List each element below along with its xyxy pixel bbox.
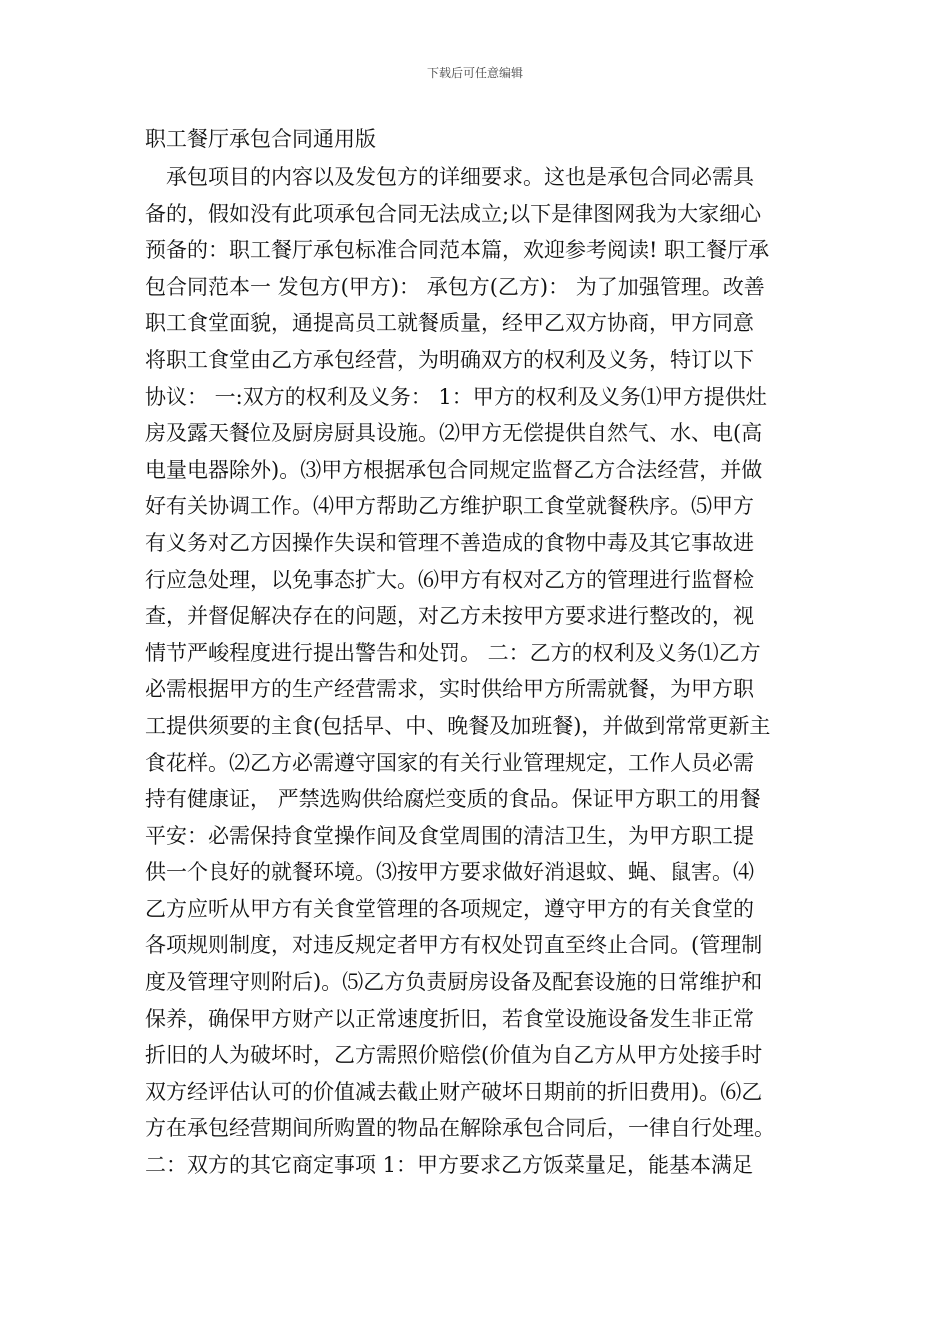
body-line: 二：双方的其它商定事项 1：甲方要求乙方饭菜量足，能基本满足 [145, 1153, 754, 1178]
body-line: 查，并督促解决存在的问题，对乙方未按甲方要求进行整改的，视 [145, 604, 754, 629]
body-line: 平安：必需保持食堂操作间及食堂周围的清洁卫生，为甲方职工提 [145, 823, 754, 848]
body-line: 电量电器除外)。⑶甲方根据承包合同规定监督乙方合法经营，并做 [145, 457, 763, 482]
body-line: 度及管理守则附后)。⑸乙方负责厨房设备及配套设施的日常维护和 [145, 970, 763, 995]
body-line: 各项规则制度，对违反规定者甲方有权处罚直至终止合同。(管理制 [145, 933, 763, 958]
body-line: 将职工食堂由乙方承包经营，为明确双方的权利及义务，特订以下 [145, 347, 754, 372]
body-line: 包合同范本一 发包方(甲方)： 承包方(乙方)： 为了加强管理。改善 [145, 274, 765, 299]
body-line: 方在承包经营期间所购置的物品在解除承包合同后，一律自行处理。 [145, 1116, 775, 1141]
body-line: 协议： 一:双方的权利及义务： 1：甲方的权利及义务⑴甲方提供灶 [145, 384, 767, 409]
document-title: 职工餐厅承包合同通用版 [145, 127, 376, 151]
body-line: 备的，假如没有此项承包合同无法成立;以下是律图网我为大家细心 [145, 201, 762, 226]
body-line: 乙方应听从甲方有关食堂管理的各项规定，遵守甲方的有关食堂的 [145, 896, 754, 921]
page-header: 下载后可任意编辑 [426, 66, 523, 80]
body-line: 有义务对乙方因操作失误和管理不善造成的食物中毒及其它事故进 [145, 530, 754, 555]
body-line: 好有关协调工作。⑷甲方帮助乙方维护职工食堂就餐秩序。⑸甲方 [145, 494, 754, 519]
body-line: 双方经评估认可的价值减去截止财产破坏日期前的折旧费用)。⑹乙 [145, 1079, 763, 1104]
body-line: 行应急处理，以免事态扩大。⑹甲方有权对乙方的管理进行监督检 [145, 567, 754, 592]
body-line: 职工食堂面貌，通提高员工就餐质量，经甲乙双方协商，甲方同意 [145, 311, 754, 336]
body-line: 保养，确保甲方财产以正常速度折旧，若食堂设施设备发生非正常 [145, 1006, 754, 1031]
body-line: 预备的：职工餐厅承包标准合同范本篇，欢迎参考阅读! 职工餐厅承 [145, 238, 770, 263]
body-line: 供一个良好的就餐环境。⑶按甲方要求做好消退蚊、蝇、鼠害。⑷ [145, 860, 754, 885]
body-line: 食花样。⑵乙方必需遵守国家的有关行业管理规定，工作人员必需 [145, 750, 754, 775]
body-line: 持有健康证， 严禁选购供给腐烂变质的食品。保证甲方职工的用餐 [145, 787, 761, 812]
document-body [145, 159, 825, 1184]
body-line: 必需根据甲方的生产经营需求，实时供给甲方所需就餐，为甲方职 [145, 677, 754, 702]
body-line: 房及露天餐位及厨房厨具设施。⑵甲方无偿提供自然气、水、电(高 [145, 421, 763, 446]
body-line: 折旧的人为破坏时，乙方需照价赔偿(价值为自乙方从甲方处接手时 [145, 1043, 763, 1068]
body-line: 情节严峻程度进行提出警告和处罚。 二：乙方的权利及义务⑴乙方 [145, 640, 761, 665]
body-line: 工提供须要的主食(包括早、中、晚餐及加班餐)，并做到常常更新主 [145, 713, 771, 738]
body-line: 承包项目的内容以及发包方的详细要求。这也是承包合同必需具 [145, 165, 754, 189]
